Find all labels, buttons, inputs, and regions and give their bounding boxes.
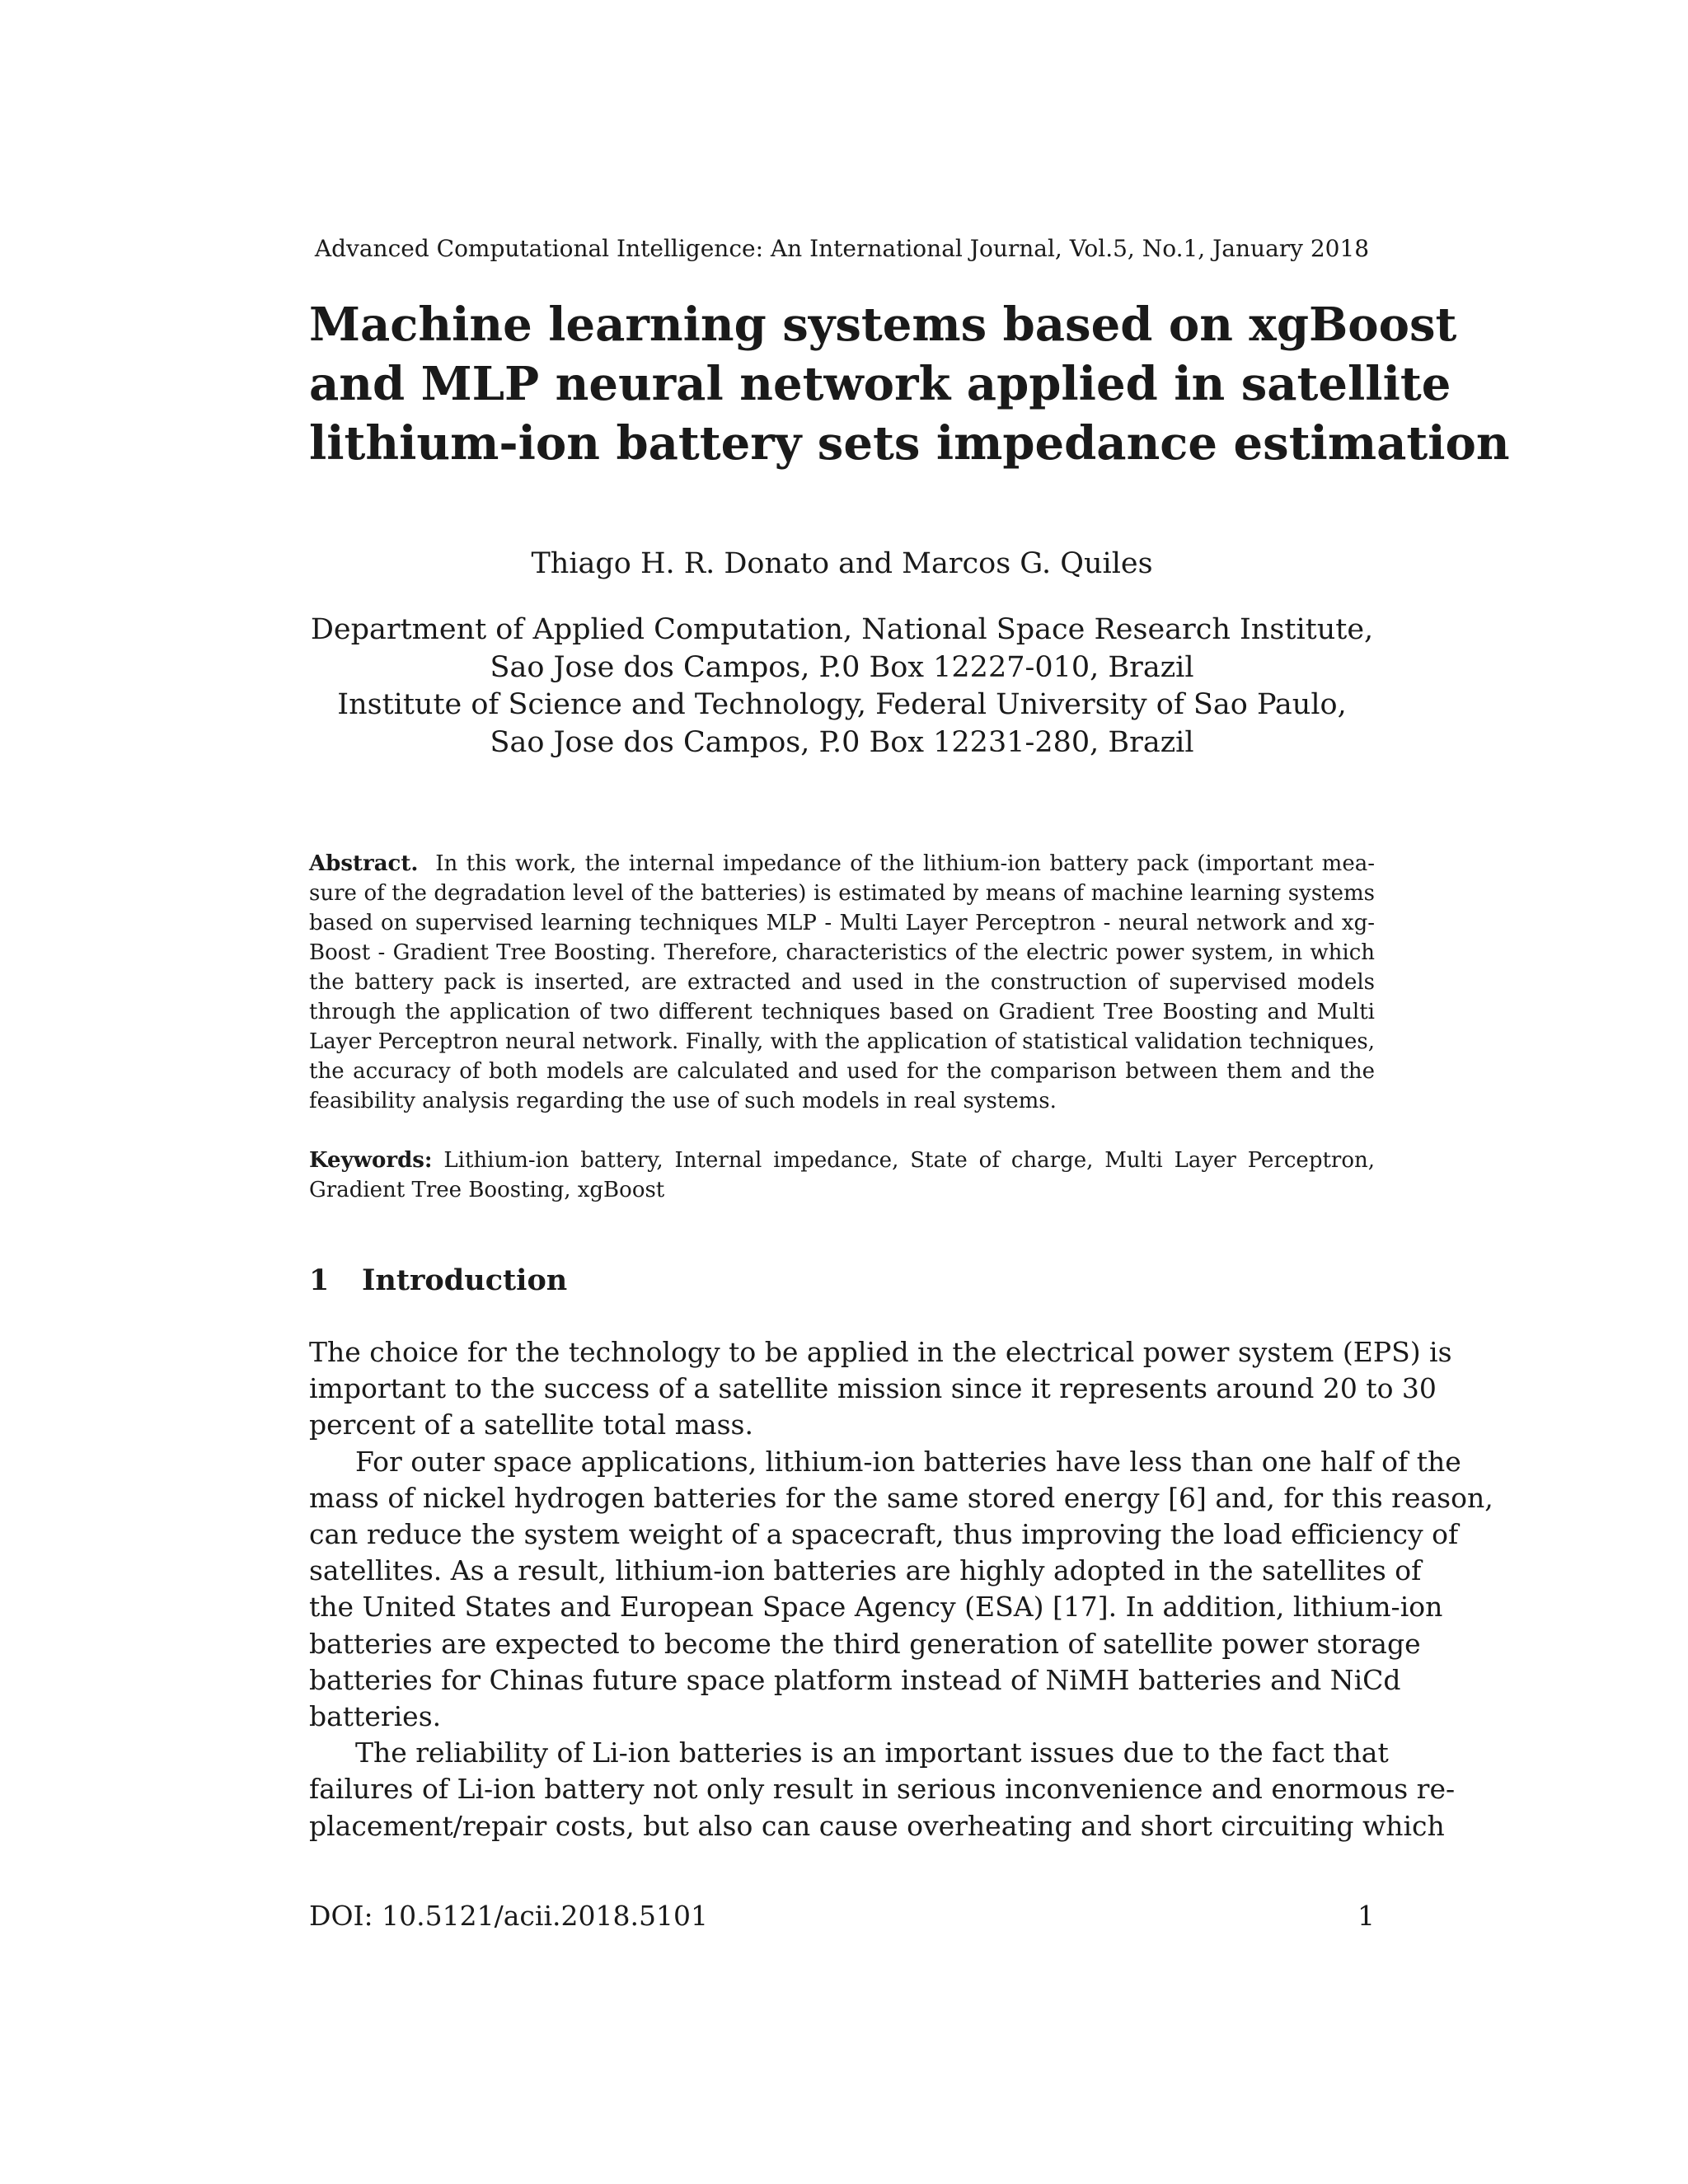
- abstract-line: [309, 849, 1375, 879]
- body-line: important to the success of a satellite mission since it represents around 20 to 30: [309, 1372, 1437, 1405]
- doi: DOI: 10.5121/acii.2018.5101: [309, 1900, 708, 1932]
- body-line: batteries for Chinas future space platform instead of NiMH batteries and NiCd: [309, 1663, 1401, 1696]
- authors: Thiago H. R. Donato and Marcos G. Quiles: [531, 547, 1153, 580]
- body-line: can reduce the system weight of a spacecraft, thus improving the load efficiency of: [309, 1518, 1459, 1551]
- keywords-line: [309, 1146, 1375, 1175]
- body-line: percent of a satellite total mass.: [309, 1408, 753, 1441]
- keywords-line: Gradient Tree Boosting, xgBoost: [309, 1178, 665, 1202]
- abstract-line: the battery pack is inserted, are extracted and used in the construction of supervised models: [309, 970, 1375, 995]
- keywords: [309, 1146, 1375, 1205]
- affiliation-line: Department of Applied Computation, National Space Research Institute,: [310, 613, 1374, 646]
- abstract: [309, 849, 1375, 1116]
- abstract-line: Boost - Gradient Tree Boosting. Therefore, characteristics of the electric power system, in which: [309, 940, 1375, 965]
- body-line: The reliability of Li-ion batteries is an important issues due to the fact that: [355, 1736, 1389, 1769]
- abstract-line: feasibility analysis regarding the use of such models in real systems.: [309, 1089, 1057, 1113]
- keywords-label: Keywords:: [309, 1148, 433, 1173]
- section-title: Introduction: [362, 1263, 568, 1297]
- body-line: batteries are expected to become the third generation of satellite power storage: [309, 1627, 1421, 1660]
- title-line: lithium-ion battery sets impedance estimation: [309, 416, 1510, 471]
- abstract-line: Layer Perceptron neural network. Finally, with the application of statistical validation techniques,: [309, 1029, 1375, 1054]
- abstract-line: based on supervised learning techniques MLP - Multi Layer Perceptron - neural network and xg-: [309, 911, 1375, 935]
- body-line: mass of nickel hydrogen batteries for the same stored energy [6] and, for this reason,: [309, 1481, 1493, 1514]
- affiliation-line: Sao Jose dos Campos, P.0 Box 12227-010, Brazil: [490, 650, 1194, 684]
- keywords-text: Lithium-ion battery, Internal impedance, State of charge, Multi Layer Perceptron,: [443, 1148, 1375, 1173]
- affiliation-line: Sao Jose dos Campos, P.0 Box 12231-280, Brazil: [490, 725, 1194, 759]
- section-heading: [309, 1263, 567, 1299]
- body-line: The choice for the technology to be applied in the electrical power system (EPS) is: [309, 1336, 1452, 1368]
- body-line: batteries.: [309, 1700, 442, 1733]
- abstract-line: through the application of two different techniques based on Gradient Tree Boosting and Multi: [309, 1000, 1375, 1024]
- title-line: and MLP neural network applied in satellite: [309, 357, 1451, 411]
- body-line: failures of Li-ion battery not only result in serious inconvenience and enormous re-: [309, 1773, 1456, 1806]
- abstract-label: Abstract.: [309, 851, 419, 876]
- section-number: 1: [309, 1263, 330, 1297]
- introduction-body: [309, 1334, 1493, 1844]
- page-number: 1: [1357, 1900, 1375, 1932]
- body-line: the United States and European Space Agency (ESA) [17]. In addition, lithium-ion: [309, 1591, 1443, 1624]
- abstract-text: In this work, the internal impedance of the lithium-ion battery pack (important mea-: [435, 851, 1376, 876]
- running-head: Advanced Computational Intelligence: An International Journal, Vol.5, No.1, January 2018: [314, 235, 1370, 262]
- title-line: Machine learning systems based on xgBoost: [309, 298, 1457, 352]
- paper-title: [309, 295, 1510, 473]
- abstract-line: the accuracy of both models are calculated and used for the comparison between them and the: [309, 1059, 1375, 1084]
- body-line: placement/repair costs, but also can cause overheating and short circuiting which: [309, 1809, 1445, 1842]
- abstract-line: sure of the degradation level of the batteries) is estimated by means of machine learning systems: [309, 881, 1375, 906]
- affiliations: [309, 612, 1375, 762]
- paper-page: [309, 0, 1510, 2184]
- body-line: For outer space applications, lithium-ion batteries have less than one half of the: [355, 1445, 1461, 1478]
- affiliation-line: Institute of Science and Technology, Federal University of Sao Paulo,: [337, 688, 1347, 721]
- body-line: satellites. As a result, lithium-ion batteries are highly adopted in the satellites of: [309, 1554, 1422, 1587]
